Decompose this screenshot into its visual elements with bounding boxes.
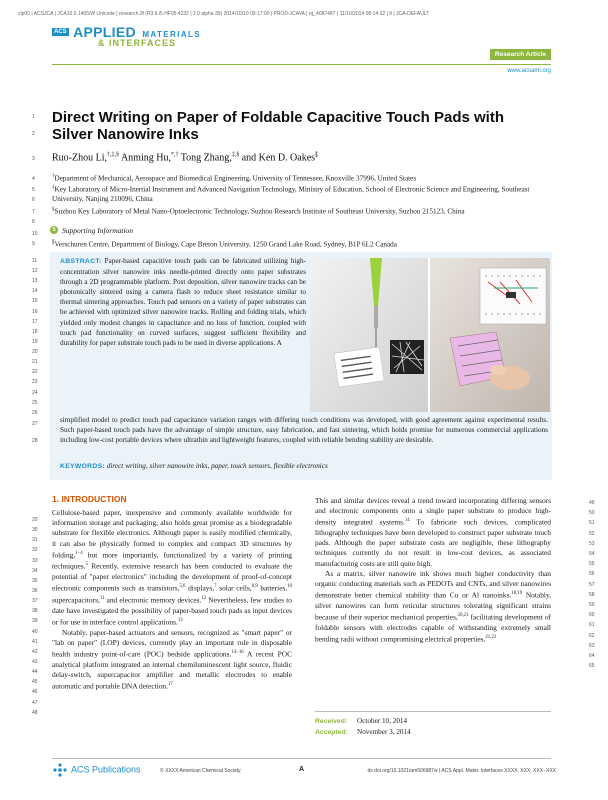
footer-rule	[52, 758, 551, 759]
affiliation-3-mark: §	[52, 207, 55, 212]
dates-rule	[315, 711, 551, 712]
author-2-affil: *,†	[170, 152, 179, 158]
affiliation-3	[52, 205, 552, 216]
line-number: 12	[32, 268, 38, 274]
line-number: 58	[589, 591, 595, 598]
line-number: 16	[32, 309, 38, 315]
line-number: 28	[32, 438, 38, 444]
line-number: 64	[589, 653, 595, 659]
line-number: 61	[589, 622, 595, 629]
journal-logo	[52, 24, 202, 48]
journal-name-materials: MATERIALS	[142, 30, 202, 39]
author-4-affil: ∥	[315, 152, 319, 158]
line-number: 53	[589, 540, 595, 547]
line-number: 7	[32, 209, 35, 215]
title-line-1: Direct Writing on Paper of Foldable Capacitive Touch Pads with	[52, 109, 505, 126]
line-number: 51	[589, 520, 595, 527]
supporting-info-link[interactable]: Supporting Information	[62, 226, 134, 235]
line-number: 24	[32, 390, 38, 396]
affiliation-4	[52, 238, 552, 249]
affiliation-4-text: Verschuren Centre, Department of Biology, Cape Breton University, 1250 Grand Lake Road, Sydney, B1P 6L2 Canada	[54, 240, 397, 249]
line-number: 3	[32, 156, 35, 162]
citation[interactable]: 10	[287, 584, 292, 590]
line-number: 8	[32, 219, 35, 225]
citation[interactable]: 11	[99, 596, 105, 602]
line-number: 57	[589, 581, 595, 588]
affiliation-2-text: Key Laboratory of Micro-Inertial Instrument and Advanced Navigation Technology, Ministry of Education, School of Electronic Science and Engineering, Southeast University, Nanjing 210096, China	[52, 185, 530, 204]
footer-page-number: A	[299, 766, 305, 773]
received-value: October 10, 2014	[357, 717, 408, 725]
received-date	[315, 716, 411, 727]
author-4[interactable]: and Ken D. Oakes	[239, 152, 316, 164]
breadboard-icon	[480, 268, 546, 324]
line-number: 45	[32, 679, 38, 685]
author-1[interactable]: Ruo-Zhou Li,	[52, 152, 107, 164]
line-number: 56	[589, 571, 595, 578]
journal-url-link[interactable]: www.acsami.org	[507, 68, 551, 74]
header-rule	[52, 64, 551, 65]
line-number: 52	[589, 530, 595, 537]
section-heading-introduction: 1. INTRODUCTION	[52, 494, 127, 504]
affiliation-2-mark: ‡	[52, 185, 55, 190]
citation[interactable]: 13	[177, 617, 183, 623]
line-number: 40	[32, 629, 38, 635]
journal-name-interfaces: & INTERFACES	[98, 38, 177, 48]
line-number: 41	[32, 639, 38, 645]
line-number: 10	[32, 231, 38, 237]
abstract-continued: simplified model to predict touch pad capacitance variation ranges with differing touch conditions was developed, with good agreement against experimental results. Such paper-based touch pads have the advantage of simple structure, easy fabrication, and fast sintering, which holds promise for numerous commercial applications including low-cost portable devices where ultrathin and lightweight features, coupled with reliable bending stability are desirable.	[60, 416, 548, 445]
line-number: 6	[32, 197, 35, 203]
citation[interactable]: 7	[214, 584, 217, 590]
intro-paragraph-2: Notably, paper-based actuators and sensors, recognized as "smart paper" or "lab on paper" (LOP) devices, currently play an important role in disposable health industry point-of-care (POC) bedside applications.$^{14-16}$ A recent POC analytical platform integrated an internal chemiluminescent light source, fluidic delay-switch, supercapacitor amplifier and metallic electrodes to enable automatic and portable DNA detection.$^{17}$	[52, 627, 293, 691]
citation[interactable]: 18,19	[511, 591, 523, 597]
line-number: 1	[32, 114, 35, 120]
citation[interactable]: 5,6	[179, 584, 186, 590]
title-line-2: Silver Nanowire Inks	[52, 126, 199, 143]
keywords-list: direct writing, silver nanowire inks, paper, touch sensors, flexible electronics	[106, 462, 328, 470]
line-number: 38	[32, 608, 38, 614]
intro-paragraph-4: As a matrix, silver nanowire ink shows much higher conductivity than organic conducting materials such as PEDOTs and CNTs, and silver nanowires demonstrate better chemical stability than Cu or Al nanoinks.$^{18,19}$ Notably, silver nanowires can form reticular structures tolerating significant strains because of their superior mechanical properties,$^{20,21}$ facilitating development of foldable sensors with electrodes capable of withstanding extremely small bending radii without compromising electrical properties.$^{21,22}$	[315, 568, 552, 644]
line-number: 60	[589, 612, 595, 619]
author-2[interactable]: Anming Hu,	[119, 152, 171, 164]
column-right	[315, 496, 551, 645]
line-number: 65	[589, 663, 595, 670]
affiliation-1-mark: †	[52, 174, 55, 179]
line-number: 47	[32, 700, 38, 706]
intro-paragraph-1: Cellulose-based paper, inexpensive and commonly available worldwide for information storage and packaging, also holds great promise as a biodegradable substrate for flexible electronics. Although paper is easily modified chemically, it can also be physically formed to complex and compact 3D structures by folding,$^{1-4}$ but more importantly, functionalized by a variety of printing techniques.$^5$ Recently, extensive research has been conducted to evaluate the potential of "paper electronics" including the development of proof-of-concept electronic components such as transistors,$^{5,6}$ displays,$^7$ solar cells,$^{8,9}$ batteries,$^{10}$ supercapacitors,$^{11}$ and electronic memory devices.$^{12}$ Nevertheless, few studies to date have investigated the possibility of paper-based touch pads as input devices or for use in interface control applications.$^{13}$	[52, 508, 292, 627]
toc-graphic-image	[310, 258, 550, 412]
line-number: 46	[32, 689, 38, 695]
citation[interactable]: 8,9	[251, 584, 258, 590]
line-number: 18	[32, 329, 38, 335]
line-number: 14	[32, 288, 38, 294]
line-number: 23	[32, 379, 38, 385]
toc-graphic	[310, 258, 550, 412]
line-number: 4	[32, 176, 35, 182]
author-3-affil: ‡,§	[231, 152, 240, 158]
citation[interactable]: 5	[85, 562, 88, 568]
line-number: 30	[32, 527, 38, 533]
line-number: 55	[589, 561, 595, 568]
line-number: 32	[32, 547, 38, 553]
citation[interactable]: 14−16	[231, 649, 244, 655]
citation[interactable]: 12	[201, 596, 207, 602]
intro-paragraph-3: This and similar devices reveal a trend toward incorporating differing sensors and electronic components onto a single paper substrate to produce high-density integrated systems.$^{14}$ To fabricate such devices, complicated lithography techniques have been developed to construct paper substrate touch pads. Although the paper substrate costs are negligible, these lithography techniques currently do not result in low-cost devices, as associated manufacturing costs are still quite high.	[315, 496, 551, 568]
line-number: 19	[32, 339, 38, 345]
affiliation-1-text: Department of Mechanical, Aerospace and Biomedical Engineering, University of Tennessee, Knoxville 37996, United States	[54, 174, 417, 183]
acs-publications-icon	[52, 762, 68, 778]
affiliation-2	[52, 183, 552, 204]
line-number: 34	[32, 568, 38, 574]
affiliation-1	[52, 172, 552, 183]
line-number: 13	[32, 278, 38, 284]
affiliation-4-mark: ∥	[52, 240, 55, 245]
footer-copyright: © XXXX American Chemical Society	[160, 768, 241, 774]
line-number: 37	[32, 598, 38, 604]
article-dates	[315, 716, 411, 738]
line-number: 15	[32, 298, 38, 304]
line-number: 42	[32, 649, 38, 655]
printed-electrode-icon	[334, 347, 384, 387]
line-number: 22	[32, 369, 38, 375]
citation[interactable]: 14	[404, 518, 410, 524]
line-number: 2	[32, 131, 35, 137]
line-number: 49	[589, 500, 595, 506]
abstract-text	[60, 256, 306, 348]
line-number: 50	[589, 510, 595, 517]
line-number: 9	[32, 241, 35, 247]
accepted-value: November 3, 2014	[357, 728, 411, 736]
line-number: 35	[32, 578, 38, 584]
accepted-date	[315, 727, 411, 738]
accepted-label: Accepted:	[315, 729, 348, 736]
line-number: 25	[32, 400, 38, 406]
supporting-info-icon[interactable]: S	[50, 226, 58, 234]
footer-doi-link[interactable]: dx.doi.org/10.1021/am506987w | ACS Appl. Mater. Interfaces XXXX, XXX, XXX−XXX	[367, 768, 556, 774]
author-3[interactable]: Tong Zhang,	[178, 152, 232, 164]
abstract-label: ABSTRACT:	[60, 258, 102, 265]
author-list	[52, 151, 552, 163]
line-number: 63	[589, 642, 595, 649]
line-number: 44	[32, 669, 38, 675]
line-number: 59	[589, 602, 595, 608]
line-number: 36	[32, 588, 38, 594]
line-number: 62	[589, 632, 595, 639]
line-number: 29	[32, 517, 38, 523]
line-number: 39	[32, 618, 38, 624]
keywords	[60, 462, 548, 470]
citation[interactable]: 21,22	[485, 635, 497, 641]
acs-publications-logo[interactable]	[52, 762, 141, 778]
line-number: 54	[589, 551, 595, 557]
keywords-label: KEYWORDS:	[60, 463, 105, 470]
line-number: 11	[32, 258, 38, 264]
line-number: 17	[32, 319, 38, 325]
citation[interactable]: 1−4	[75, 550, 83, 556]
received-label: Received:	[315, 718, 348, 725]
citation[interactable]: 20,21	[457, 613, 469, 619]
column-left	[52, 508, 292, 692]
header-metadata: clp00 | ACSJCA | JCA10.0.1465/W Unicode | research.3f (R3.6.i5 HF05:4232 | 2.0 alpha 39) 2014/10/10 09:17:00 | PROD-JCAVA | rq_4087487 | 11/10/2014 08:14:32 | 9 | JCA-DEFAULT	[18, 11, 430, 17]
affiliation-3-text: Suzhou Key Laboratory of Metal Nano-Optoelectronic Technology, Suzhou Research Institute of Southeast University, Suzhou 215123, China	[54, 207, 465, 216]
line-number: 33	[32, 558, 38, 564]
article-title	[52, 109, 552, 143]
author-1-affil: †,‡,§	[107, 152, 119, 158]
line-number: 20	[32, 349, 38, 355]
acs-logo-box: ACS	[54, 29, 67, 35]
line-number: 21	[32, 359, 38, 365]
nanowire-sem-icon	[390, 340, 424, 374]
line-number: 48	[32, 710, 38, 716]
line-number: 5	[32, 187, 35, 193]
abstract-body-part1: Paper-based capacitive touch pads can be fabricated utilizing high-concentration silver nanowire inks needle-printed directly onto paper substrates through a 2D programmable platform. Post deposition, silver nanowire tracks can be photonically sintered using a camera flash to reduce sheet resistance similar to thermal sintering approaches. Touch pad sensors on a variety of paper substrates can be achieved with optimized silver nanowire tracks. Rolling and folding trials, which yielded only modest changes in capacitance and no loss of function, coupled with touch pad functionality on curved surfaces, suggest sufficient flexibility and durability for paper substrate touch pads to be used in diverse applications. A	[60, 257, 306, 347]
article-type-badge: Research Article	[490, 49, 551, 60]
citation[interactable]: 17	[167, 682, 173, 688]
line-number: 26	[32, 410, 38, 416]
line-number: 31	[32, 537, 38, 543]
acs-publications-text: ACS Publications	[71, 764, 141, 775]
line-number: 43	[32, 659, 38, 665]
line-number: 27	[32, 421, 38, 427]
journal-name-applied: APPLIED	[73, 24, 136, 40]
